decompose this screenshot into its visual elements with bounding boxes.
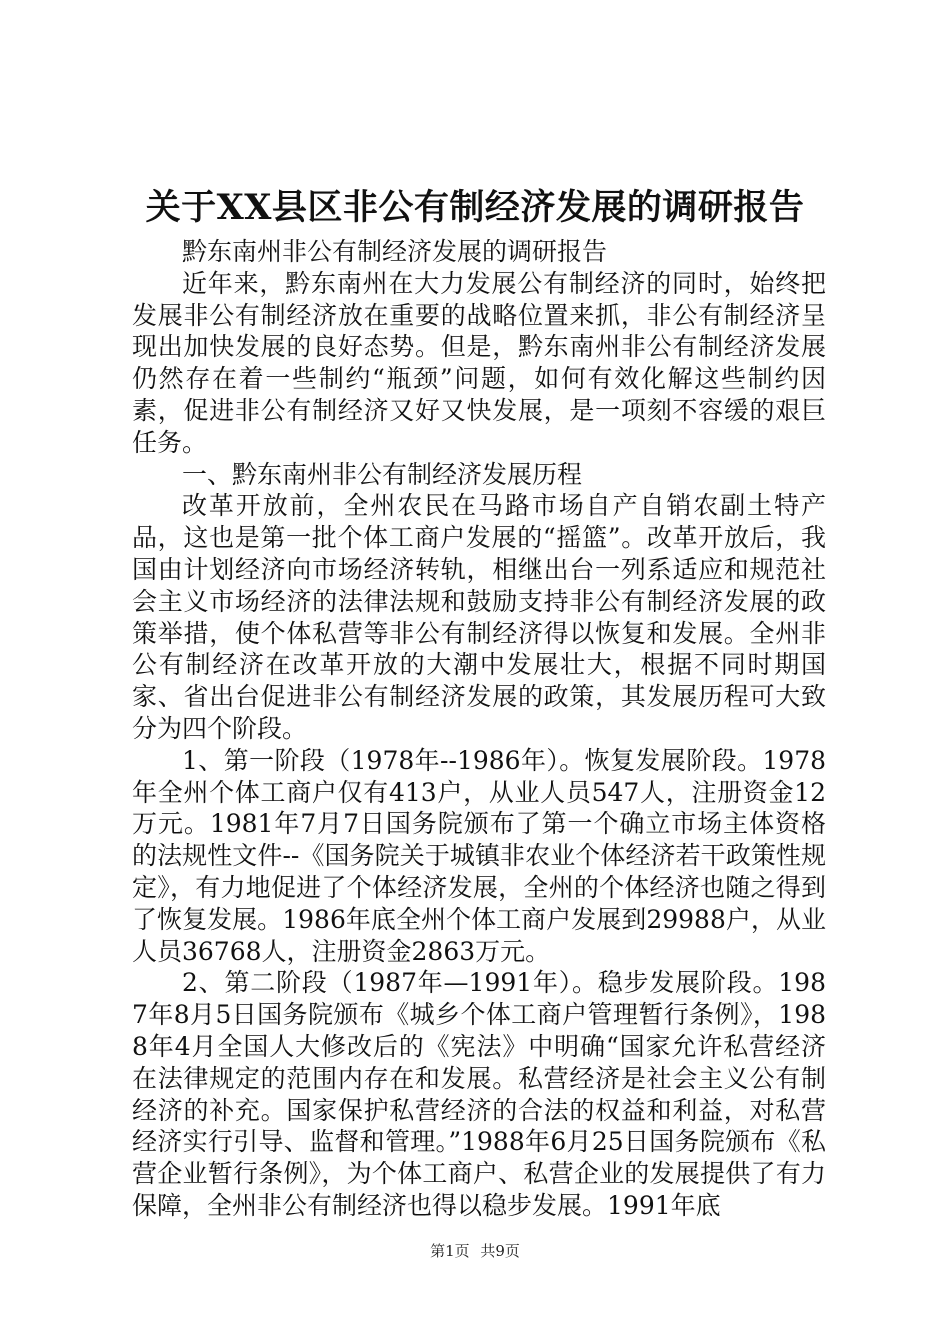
page-number: 第1页 bbox=[430, 1242, 470, 1260]
page-total: 共9页 bbox=[480, 1242, 520, 1260]
page-footer bbox=[0, 1241, 950, 1261]
paragraph-subtitle: 黔东南州非公有制经济发展的调研报告 bbox=[182, 237, 608, 266]
paragraph-stage-one: 1、第一阶段（1978年--1986年）。恢复发展阶段。1978年全州个体工商户仅有413户，从业人员547人，注册资金12万元。1981年7月7日国务院颁布了第一个确立市场主体资格的法规性文件--《国务院关于城镇非农业个体经济若干政策性规定》，有力地促进了个体经济发展，全州的个体经济也随之得到了恢复发展。1986年底全州个体工商户发展到29988户，从业人员36768人，注册资金2863万元。 bbox=[132, 745, 826, 966]
paragraph-stage-two: 2、第二阶段（1987年—1991年）。稳步发展阶段。1987年8月5日国务院颁布《城乡个体工商户管理暂行条例》，1988年4月全国人大修改后的《宪法》中明确“国家允许私营经济在法律规定的范围内存在和发展。私营经济是社会主义公有制经济的补充。国家保护私营经济的合法的权益和利益，对私营经济实行引导、监督和管理。”1988年6月25日国务院颁布《私营企业暂行条例》，为个体工商户、私营企业的发展提供了有力保障，全州非公有制经济也得以稳步发展。1991年底 bbox=[132, 968, 826, 1220]
document-body bbox=[132, 236, 826, 1222]
section-heading-history: 一、黔东南州非公有制经济发展历程 bbox=[182, 459, 583, 489]
paragraph-reform: 改革开放前，全州农民在马路市场自产自销农副土特产品，这也是第一批个体工商户发展的“摇篮”。改革开放后，我国由计划经济向市场经济转轨，相继出台一列系适应和规范社会主义市场经济的法律法规和鼓励支持非公有制经济发展的政策举措，使个体私营等非公有制经济得以恢复和发展。全州非公有制经济在改革开放的大潮中发展壮大，根据不同时期国家、省出台促进非公有制经济发展的政策，其发展历程可大致分为四个阶段。 bbox=[132, 491, 826, 743]
paragraph-intro: 近年来，黔东南州在大力发展公有制经济的同时，始终把发展非公有制经济放在重要的战略位置来抓，非公有制经济呈现出加快发展的良好态势。但是，黔东南州非公有制经济发展仍然存在着一些制约“瓶颈”问题，如何有效化解这些制约因素，促进非公有制经济又好又快发展，是一项刻不容缓的艰巨任务。 bbox=[132, 268, 826, 457]
document-title: 关于XX县区非公有制经济发展的调研报告 bbox=[145, 187, 805, 228]
